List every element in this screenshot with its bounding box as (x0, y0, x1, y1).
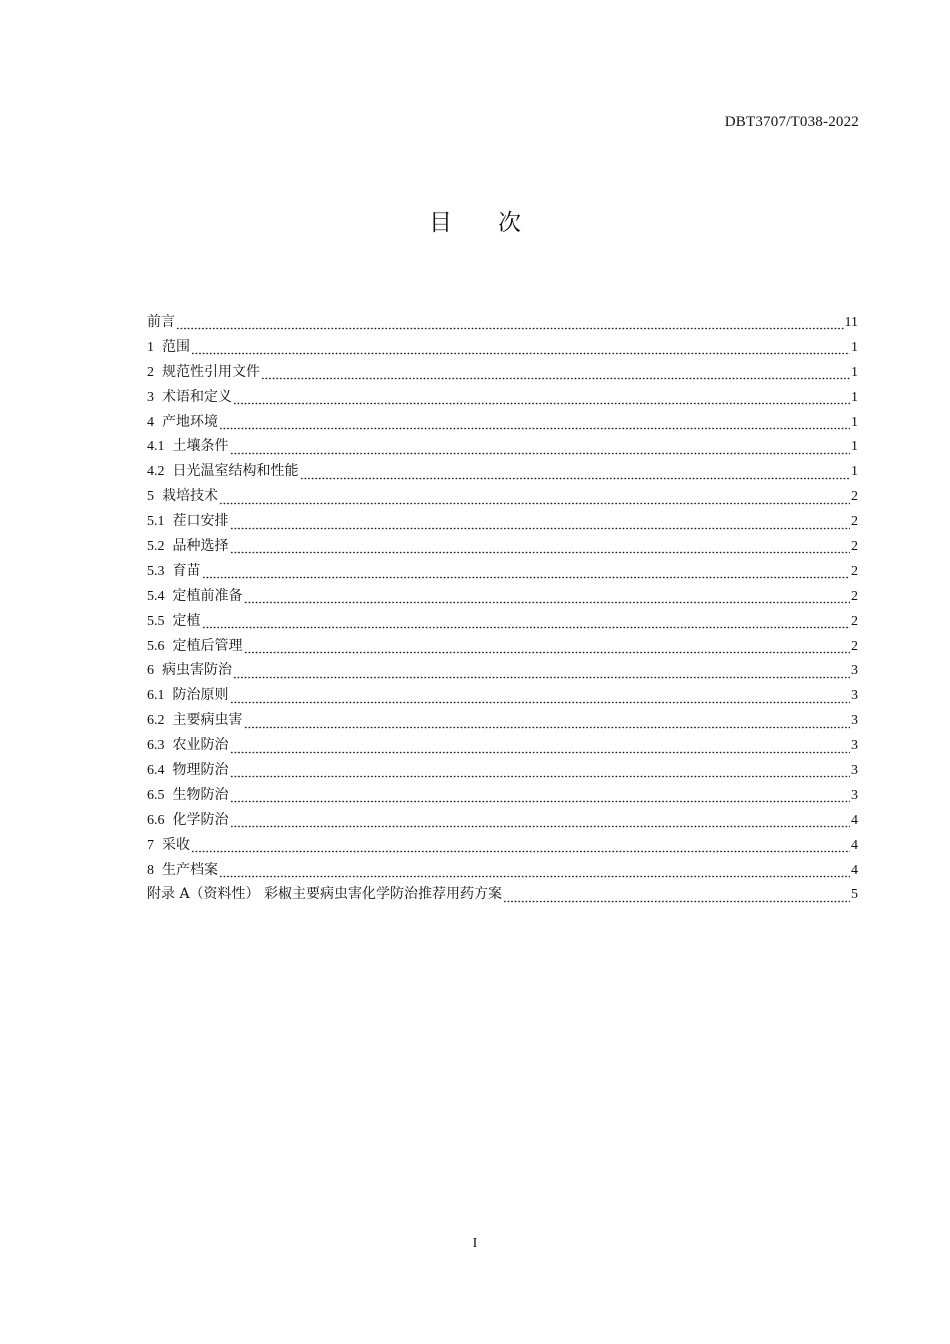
toc-entry-label: 产地环境 (162, 413, 218, 430)
toc-entry-title (147, 808, 229, 834)
toc-entry-label: 品种选择 (172, 538, 229, 555)
toc-entry[interactable] (147, 783, 858, 808)
toc-entry-title (147, 385, 232, 411)
toc-entry-label: 物理防治 (172, 762, 229, 779)
toc-entry-page: 5 (851, 887, 858, 903)
dot-leader (230, 520, 851, 530)
toc-entry-number: 1 (147, 339, 154, 355)
dot-leader (244, 594, 851, 604)
toc-entry-page: 2 (851, 514, 858, 530)
toc-entry-label: 范围 (162, 338, 190, 355)
toc-entry[interactable] (147, 882, 858, 907)
toc-entry-number: 6 (147, 663, 154, 679)
toc-entry-title (147, 658, 232, 684)
toc-entry[interactable] (147, 484, 858, 509)
toc-entry[interactable] (147, 609, 858, 634)
toc-entry[interactable] (147, 509, 858, 534)
toc-entry[interactable] (147, 385, 858, 410)
toc-entry-label: 生物防治 (172, 786, 229, 803)
toc-entry-title (147, 733, 229, 759)
toc-entry-number: 2 (147, 364, 154, 380)
dot-leader (244, 644, 851, 654)
toc-entry-title (147, 833, 190, 859)
dot-leader (261, 370, 850, 380)
toc-entry[interactable] (147, 360, 858, 385)
toc-entry-label: 生产档案 (162, 861, 218, 878)
toc-entry-page: 3 (851, 763, 858, 779)
dot-leader (503, 893, 850, 903)
dot-leader (230, 694, 851, 704)
toc-entry-number: 4.2 (147, 464, 165, 480)
toc-entry-label: 定植后管理 (172, 637, 243, 654)
toc-entry-number: 6.2 (147, 713, 165, 729)
toc-entry[interactable] (147, 310, 858, 335)
dot-leader (219, 420, 850, 430)
document-code: DBT3707/T038-2022 (724, 114, 859, 130)
toc-entry-title (147, 484, 218, 510)
toc-entry[interactable] (147, 534, 858, 559)
toc-entry-title (147, 584, 243, 610)
toc-entry-page: 1 (851, 439, 858, 455)
toc-entry-title (147, 434, 229, 460)
toc-entry-page: 3 (851, 738, 858, 754)
toc-entry[interactable] (147, 858, 858, 883)
dot-leader (233, 395, 850, 405)
toc-entry-number: 6.3 (147, 738, 165, 754)
toc-entry-number: 5.6 (147, 638, 165, 654)
toc-entry-title (147, 609, 201, 635)
dot-leader (202, 619, 851, 629)
toc-entry[interactable] (147, 658, 858, 683)
toc-entry-number: 5.1 (147, 514, 165, 530)
dot-leader (230, 544, 851, 554)
toc-entry-label: 附录 A（资料性） 彩椒主要病虫害化学防治推荐用药方案 (147, 886, 503, 903)
toc-entry-number: 4.1 (147, 439, 165, 455)
toc-entry-number: 6.6 (147, 812, 165, 828)
dot-leader (230, 818, 851, 828)
toc-entry-title (147, 335, 190, 361)
toc-entry-number: 5 (147, 489, 154, 505)
toc-entry[interactable] (147, 758, 858, 783)
toc-entry-label: 日光温室结构和性能 (172, 463, 299, 480)
toc-entry-number: 5.3 (147, 563, 165, 579)
toc-entry[interactable] (147, 833, 858, 858)
toc-entry-page: 3 (851, 787, 858, 803)
dot-leader (230, 768, 851, 778)
toc-entry-label: 定植前准备 (172, 587, 243, 604)
toc-entry-title (147, 634, 243, 660)
toc-entry-title (147, 858, 218, 884)
toc-entry-number: 6.1 (147, 688, 165, 704)
toc-entry[interactable] (147, 459, 858, 484)
page-number: I (472, 1236, 478, 1251)
page-title (0, 204, 950, 237)
toc-entry-title (147, 534, 229, 560)
toc-entry-page: 2 (851, 613, 858, 629)
toc-entry-page: 2 (851, 489, 858, 505)
toc-entry-label: 茬口安排 (172, 513, 229, 530)
toc-entry-title (147, 882, 502, 907)
toc-entry-page: 2 (851, 539, 858, 555)
toc-entry-title (147, 708, 243, 734)
toc-entry-page: 4 (851, 812, 858, 828)
toc-entry[interactable] (147, 708, 858, 733)
dot-leader (230, 793, 851, 803)
toc-entry-title (147, 559, 201, 585)
table-of-contents (147, 310, 858, 907)
toc-entry-page: 3 (851, 663, 858, 679)
toc-entry-page: 4 (851, 862, 858, 878)
dot-leader (176, 320, 844, 330)
toc-entry-page: 4 (851, 837, 858, 853)
toc-entry-title (147, 410, 218, 436)
toc-entry[interactable] (147, 584, 858, 609)
toc-entry-number: 6.5 (147, 787, 165, 803)
page-title-part-2: 次 (498, 210, 521, 236)
toc-entry[interactable] (147, 733, 858, 758)
toc-entry-title (147, 758, 229, 784)
toc-entry-number: 6.4 (147, 763, 165, 779)
toc-entry-label: 病虫害防治 (162, 662, 232, 679)
toc-entry-number: 3 (147, 389, 154, 405)
toc-entry-label: 定植 (172, 612, 201, 629)
toc-entry-page: 3 (851, 688, 858, 704)
toc-entry[interactable] (147, 634, 858, 659)
dot-leader (233, 669, 850, 679)
toc-entry-label: 栽培技术 (162, 488, 218, 505)
toc-entry-label: 主要病虫害 (172, 712, 243, 729)
toc-entry-page: 1 (851, 464, 858, 480)
dot-leader (300, 470, 851, 480)
toc-entry-label: 规范性引用文件 (162, 363, 260, 380)
toc-entry-label: 育苗 (172, 562, 201, 579)
dot-leader (230, 744, 851, 754)
toc-entry-page: 1 (851, 389, 858, 405)
toc-entry-page: 2 (851, 638, 858, 654)
dot-leader (191, 843, 850, 853)
toc-entry-page: 2 (851, 563, 858, 579)
toc-entry-page: 1 (851, 414, 858, 430)
toc-entry-label: 农业防治 (172, 737, 229, 754)
toc-entry-label: 防治原则 (172, 687, 229, 704)
toc-entry-title (147, 783, 229, 809)
dot-leader (191, 345, 850, 355)
toc-entry-page: 2 (851, 588, 858, 604)
toc-entry[interactable] (147, 434, 858, 459)
dot-leader (202, 569, 851, 579)
toc-entry-number: 4 (147, 414, 154, 430)
toc-entry-page: 11 (844, 315, 858, 330)
dot-leader (244, 719, 851, 729)
toc-entry-number: 5.4 (147, 588, 165, 604)
toc-entry-page: 1 (851, 339, 858, 355)
toc-entry-page: 1 (851, 364, 858, 380)
toc-entry[interactable] (147, 559, 858, 584)
toc-entry[interactable] (147, 808, 858, 833)
page-title-part-1: 目 (429, 210, 452, 236)
toc-entry-label: 前言 (147, 314, 175, 330)
toc-entry[interactable] (147, 410, 858, 435)
toc-entry-number: 5.2 (147, 539, 165, 555)
toc-entry-label: 术语和定义 (162, 388, 232, 405)
toc-entry-title (147, 360, 260, 386)
toc-entry-page: 3 (851, 713, 858, 729)
toc-entry-number: 5.5 (147, 613, 165, 629)
toc-entry-label: 采收 (162, 836, 190, 853)
dot-leader (219, 495, 850, 505)
toc-entry[interactable] (147, 335, 858, 360)
toc-entry-number: 8 (147, 862, 154, 878)
toc-entry-title (147, 509, 229, 535)
toc-entry-number: 7 (147, 837, 154, 853)
toc-entry-label: 化学防治 (172, 811, 229, 828)
dot-leader (219, 868, 850, 878)
dot-leader (230, 445, 851, 455)
toc-entry-title (147, 683, 229, 709)
toc-entry-title (147, 310, 175, 335)
toc-entry-title (147, 459, 299, 485)
toc-entry[interactable] (147, 683, 858, 708)
toc-entry-label: 土壤条件 (172, 438, 229, 455)
